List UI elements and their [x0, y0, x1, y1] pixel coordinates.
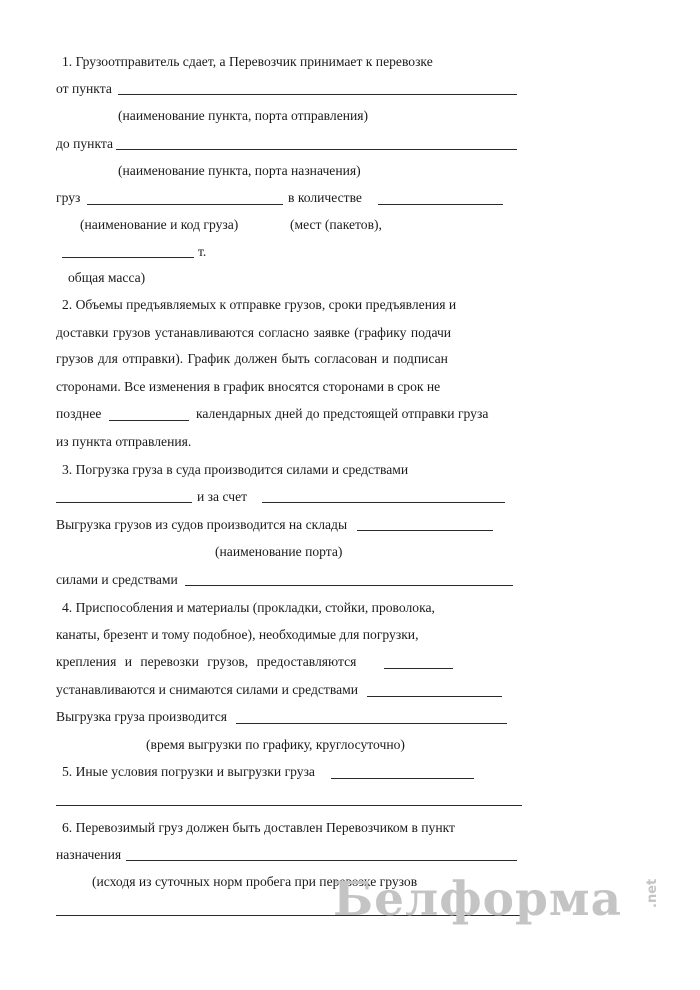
loading-forces-field[interactable] — [56, 502, 192, 503]
section2-line3: грузов для отправки). График должен быть согласован и подписан — [56, 351, 448, 366]
section2-line2: доставки грузов устанавливаются согласно заявке (графику подачи — [56, 325, 452, 340]
section2-last-line: из пункта отправления. — [56, 434, 192, 449]
section2-line4: сторонами. Все изменения в график вносятся сторонами в срок не — [56, 379, 441, 394]
watermark-logo: Белформа — [333, 872, 623, 927]
unload-label: Выгрузка груза производится — [56, 709, 228, 724]
account-label: и за счет — [197, 489, 248, 504]
dest-label: назначения — [56, 847, 122, 862]
mass-hint: общая масса) — [68, 270, 146, 285]
norms-hint: (исходя из суточных норм пробега при перевозке грузов — [92, 874, 418, 889]
deadline-prefix: позднее — [56, 406, 102, 421]
time-hint: (время выгрузки по графику, круглосуточно) — [146, 737, 405, 752]
provided-label: крепления и перевозки грузов, предоставляются — [56, 654, 357, 669]
unload-field[interactable] — [236, 723, 507, 724]
to-point-field[interactable] — [116, 149, 517, 150]
account-field[interactable] — [262, 502, 505, 503]
quantity-field[interactable] — [378, 204, 503, 205]
section4-line1: 4. Приспособления и материалы (прокладки, стойки, проволока, — [62, 600, 435, 615]
section4-line2: канаты, брезент и тому подобное), необходимые для погрузки, — [56, 627, 419, 642]
other-conditions-line2[interactable] — [56, 805, 522, 806]
installed-field[interactable] — [367, 696, 502, 697]
places-hint: (мест (пакетов), — [290, 217, 382, 232]
from-point-field[interactable] — [118, 94, 517, 95]
dest-field[interactable] — [126, 860, 517, 861]
other-conditions-field[interactable] — [331, 778, 474, 779]
section5-line1: 5. Иные условия погрузки и выгрузки груза — [62, 764, 315, 779]
cargo-field[interactable] — [87, 204, 283, 205]
port-hint: (наименование порта) — [215, 544, 343, 559]
installed-label: устанавливаются и снимаются силами и средствами — [56, 682, 358, 697]
forces-label: силами и средствами — [56, 572, 178, 587]
quantity-label: в количестве — [288, 190, 362, 205]
section6-line1: 6. Перевозимый груз должен быть доставлен Перевозчиком в пункт — [62, 820, 455, 835]
warehouse-field[interactable] — [357, 530, 493, 531]
section1-line1: 1. Грузоотправитель сдает, а Перевозчик принимает к перевозке — [62, 54, 433, 69]
forces-field[interactable] — [185, 585, 513, 586]
deadline-suffix: календарных дней до предстоящей отправки груза — [196, 406, 489, 421]
to-label: до пункта — [56, 136, 114, 151]
from-label: от пункта — [56, 81, 112, 96]
cargo-hint: (наименование и код груза) — [80, 217, 239, 232]
section3-line1: 3. Погрузка груза в суда производится силами и средствами — [62, 462, 409, 477]
cargo-label: груз — [56, 190, 81, 205]
deadline-days-field[interactable] — [109, 420, 189, 421]
unload-warehouse-label: Выгрузка грузов из судов производится на склады — [56, 517, 348, 532]
provided-field[interactable] — [384, 668, 453, 669]
section2-line1: 2. Объемы предъявляемых к отправке грузов, сроки предъявления и — [62, 297, 457, 312]
watermark-suffix: .net — [645, 878, 660, 908]
tons-label: т. — [198, 244, 207, 259]
tons-field[interactable] — [62, 257, 194, 258]
from-hint: (наименование пункта, порта отправления) — [118, 108, 369, 123]
to-hint: (наименование пункта, порта назначения) — [118, 163, 361, 178]
